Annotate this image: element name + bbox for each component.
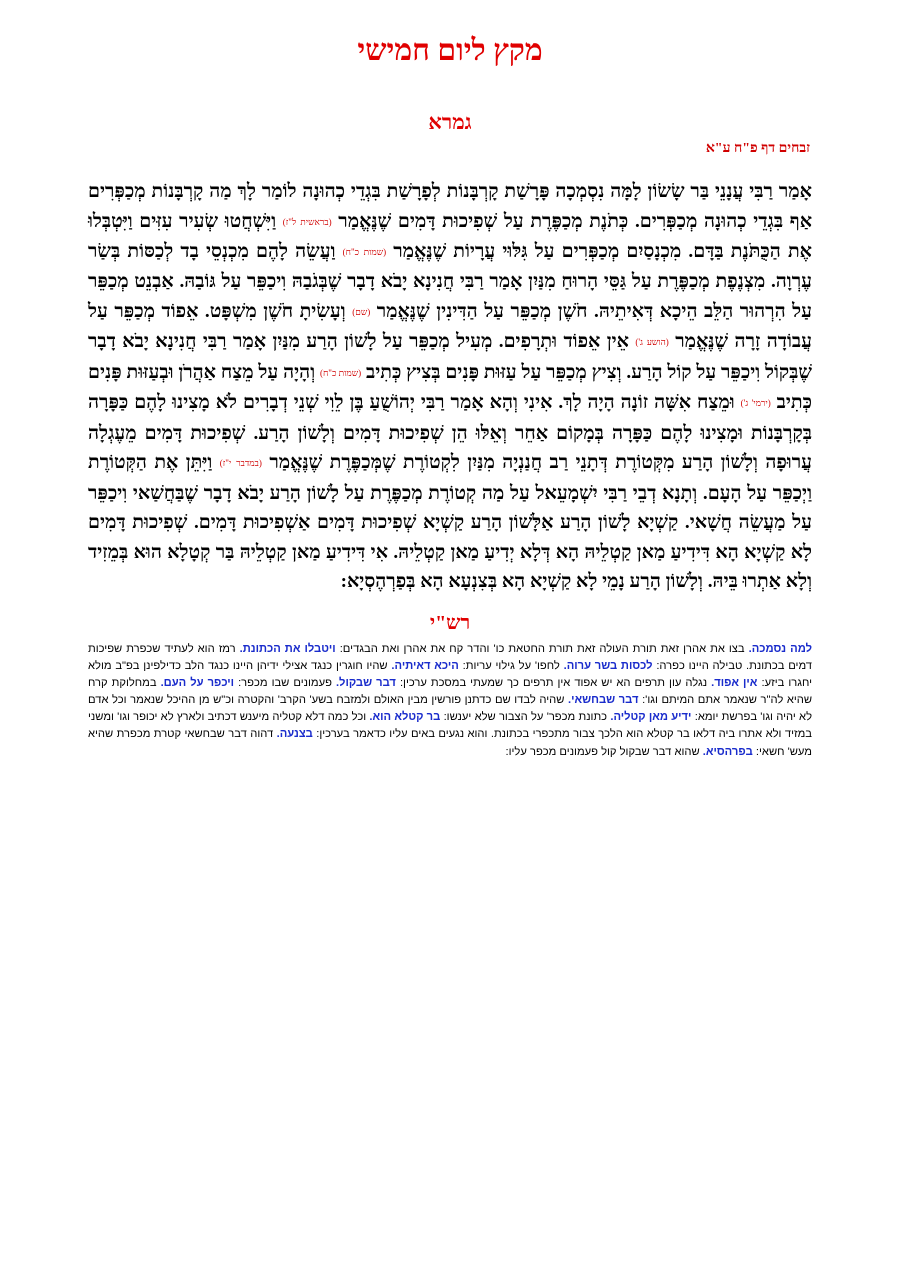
section-title-rashi: רש"י (429, 612, 471, 634)
text-segment: וַעֲשֵׂה לָהֶם מִכְנְסֵי בָד לְכַסּוֹת בְּשַׂר עֶרְוָה. מִצְנֶפֶת מְכַפֶּרֶת עַל גַּסֵּי הָרוּחַ מִנַּיִן אָמַר רַבִּי חֲנִינָא יָבֹא דָבָר שֶׁבְּגֹבַהּ וִיכַפֵּר עַל גּוֹבַהּ. אַבְנֵט מְכַפֵּר עַל הִרְהוּר הַלֵּב הֵיכָא דְּאִיתֵיהּ. חֹשֶׁן מְכַפֵּר עַל הַדִּינִין שֶׁנֶּאֱמַר (88, 240, 812, 322)
text-segment: פעמונים שבו מכפר: (238, 677, 332, 690)
text-segment: שהיה לבדו שם כדתנן פורשין מבין האולם ולמזבח בשע' הקרב' והקטרה וכ"ש מן ההיכל שנאמר וכל אדם לא יהיה וגו' בפרשת יומא: (88, 694, 813, 724)
dibur-hamatchil: היכא דאיתיה. (391, 660, 459, 673)
text-segment: במחלוקת קרח שהיא לה"ר שנאמר אתם המיתם וגו': (88, 677, 813, 707)
text-segment: דהוה דבר שבחשאי קטרת מכפרת שהיא מעש' חשאי: (88, 728, 812, 758)
dibur-hamatchil: בצנעה. (276, 728, 313, 741)
verse-source-citation: (שמות כ"ח) (319, 367, 362, 378)
verse-source-citation: (בראשית ל"ז) (282, 216, 332, 227)
gemara-text (88, 177, 812, 597)
text-segment: כתונת מכפר' על הצבור שלא יענשו: (443, 711, 608, 724)
text-segment: נגלה עון תרפים הא יש אפוד אין תרפים כך שמעתי במסכת ערכין: (399, 677, 708, 690)
text-segment: וַיִּשְׁחֲטוּ שְׂעִיר עִזִּים וַיִּטְבְּלוּ אֶת הַכֻּתֹּנֶת בַּדָּם. מִכְנָסַיִם מְכַפְּרִים עַל גִּלּוּי עֲרָיוֹת שֶׁנֶּאֱמַר (88, 210, 812, 262)
verse-source-citation: (שמות כ"ח) (342, 246, 387, 257)
text-segment: וְהָיָה עַל מֵצַח אַהֲרֹן וּבְעַזּוּת פָּנִים כְּתִיב (88, 361, 813, 414)
dibur-hamatchil: למה נסמכה. (748, 643, 813, 655)
dibur-hamatchil: ידיע מאן קטליה. (610, 711, 692, 724)
dibur-hamatchil: ויכפר על העם. (160, 677, 235, 690)
text-segment: שהוא דבר שבקול קול פעמונים מכפר עליו: (505, 745, 700, 758)
verse-source-citation: (הושע ג') (635, 337, 669, 348)
dibur-hamatchil: דבר שבחשאי. (567, 694, 639, 707)
dibur-hamatchil: לכסות בשר ערוה. (563, 660, 653, 673)
text-segment: רמז הוא לעתיד שכפרת שפיכות דמים בכתונת. טבילה היינו כפרה: (88, 643, 813, 673)
text-segment: לחפו' על גילוי עריות: (462, 660, 560, 673)
section-title-gemara: גמרא (428, 110, 472, 134)
text-segment: וּמֵצַח אִשָּׁה זוֹנָה הָיָה לָךְ. אִינִי וְהָא אָמַר רַבִּי יְהוֹשֻׁעַ בֶּן לֵוִי שְׁנֵי דְבָרִים לֹא מָצִינוּ לָהֶם כַּפָּרָה בְּקָרְבָּנוֹת וּמָצִינוּ לָהֶם כַּפָּרָה בְּמָקוֹם אַחֵר וְאֵלּוּ הֵן שְׁפִיכוּת דָּמִים וְלָשׁוֹן הָרַע. שְׁפִיכוּת דָּמִים מֵעֶגְלָה עֲרוּפָה וְלָשׁוֹן הָרַע מִקְּטוֹרֶת דְּתָנֵי רַב חֲנַנְיָה מִנַּיִן לִקְטוֹרֶת שֶׁמְּכַפֶּרֶת שֶׁנֶּאֱמַר (88, 392, 813, 474)
rashi-commentary (88, 641, 812, 761)
dibur-hamatchil: בפרהסיא. (702, 745, 753, 758)
dibur-hamatchil: ויטבלו את הכתונת. (239, 643, 336, 655)
verse-source-citation: (במדבר י"ז) (219, 457, 262, 468)
text-segment: שהיו חוגרין כנגד אצילי ידיהן היינו כנגד הלב כדילפינן בפ"ב מולא יחגרו ביזע: (88, 660, 812, 690)
text-segment: וכל כמה דלא קטליה מיענש דכתיב ולארץ לא יכופר וגו' ומשני במזיד ולא אתרו ביה דלאו בר קטלא הוא הלכך צבור מתכפרי בכתונת. והוא נגעים באים עליו כדאמר בערכין: (88, 711, 812, 741)
verse-source-citation: (ירמי' ג') (740, 397, 771, 408)
text-segment: אָמַר רַבִּי עֲנָנֵי בַּר שָׂשׂוֹן לָמָּה נִסְמְכָה פָּרָשַׁת קָרְבָּנוֹת לְפָרָשַׁת בִּגְדֵי כְהוּנָה לוֹמַר לָךְ מַה קָרְבָּנוֹת מְכַפְּרִים אַף בִּגְדֵי כְהוּנָה מְכַפְּרִים. כְּתֹנֶת מְכַפֶּרֶת עַל שְׁפִיכוּת דָּמִים שֶׁנֶּאֱמַר (88, 181, 813, 232)
dibur-hamatchil: בר קטלא הוא. (369, 711, 441, 724)
verse-source-citation: (שם) (352, 306, 371, 317)
dibur-hamatchil: אין אפוד. (711, 677, 758, 690)
text-segment: בצו את אהרן זאת תורת העולה זאת תורת החטאת כו' והדר קח את אהרן ואת הבגדים: (339, 643, 745, 655)
text-segment: וְעָשִׂיתָ חֹשֶׁן מִשְׁפָּט. אֵפוֹד מְכַפֵּר עַל עֲבוֹדָה זָרָה שֶׁנֶּאֱמַר (88, 300, 813, 353)
text-segment: אֵין אֵפוֹד וּתְרָפִים. מְעִיל מְכַפֵּר עַל לָשׁוֹן הָרַע מִנַּיִן אָמַר רַבִּי חֲנִינָא יָבֹא דָבָר שֶׁבְּקוֹל וִיכַפֵּר עַל קוֹל הָרַע. וְצִיץ מְכַפֵּר עַל עַזּוּת פָּנִים בְּצִיץ כְּתִיב (88, 331, 813, 383)
text-segment: וַיִּתֵּן אֶת הַקְּטוֹרֶת וַיְכַפֵּר עַל הָעָם. וְתָנָא דְבֵי רַבִּי יִשְׁמָעֵאל עַל מַה קְטוֹרֶת מְכַפֶּרֶת עַל לָשׁוֹן הָרַע יָבֹא דָבָר שֶׁבַּחֲשַׁאי וִיכַפֵּר עַל מַעֲשֵׂה חֲשָׁאי. קַשְׁיָא לָשׁוֹן הָרַע אַלָּשׁוֹן הָרַע קַשְׁיָא שְׁפִיכוּת דָּמִים אַשְׁפִיכוּת דָּמִים. שְׁפִיכוּת דָּמִים לָא קַשְׁיָא הָא דִּידִיעַ מַאן קַטְלֵיהּ הָא דְּלָא יְדִיעַ מַאן קַטְלֵיהּ. אִי דִּידִיעַ מַאן קַטְלֵיהּ בַּר קְטָלָא הוּא בְּמֵזִיד וְלָא אַתְרוּ בֵּיהּ. וְלָשׁוֹן הָרַע נָמֵי לָא קַשְׁיָא הָא בְּצִנְעָא הָא בְּפַרְהֶסְיָא: (88, 452, 812, 593)
dibur-hamatchil: דבר שבקול. (335, 677, 396, 690)
source-reference: זבחים דף פ"ח ע"א (705, 141, 810, 156)
page-title: מקץ ליום חמישי (357, 34, 543, 67)
